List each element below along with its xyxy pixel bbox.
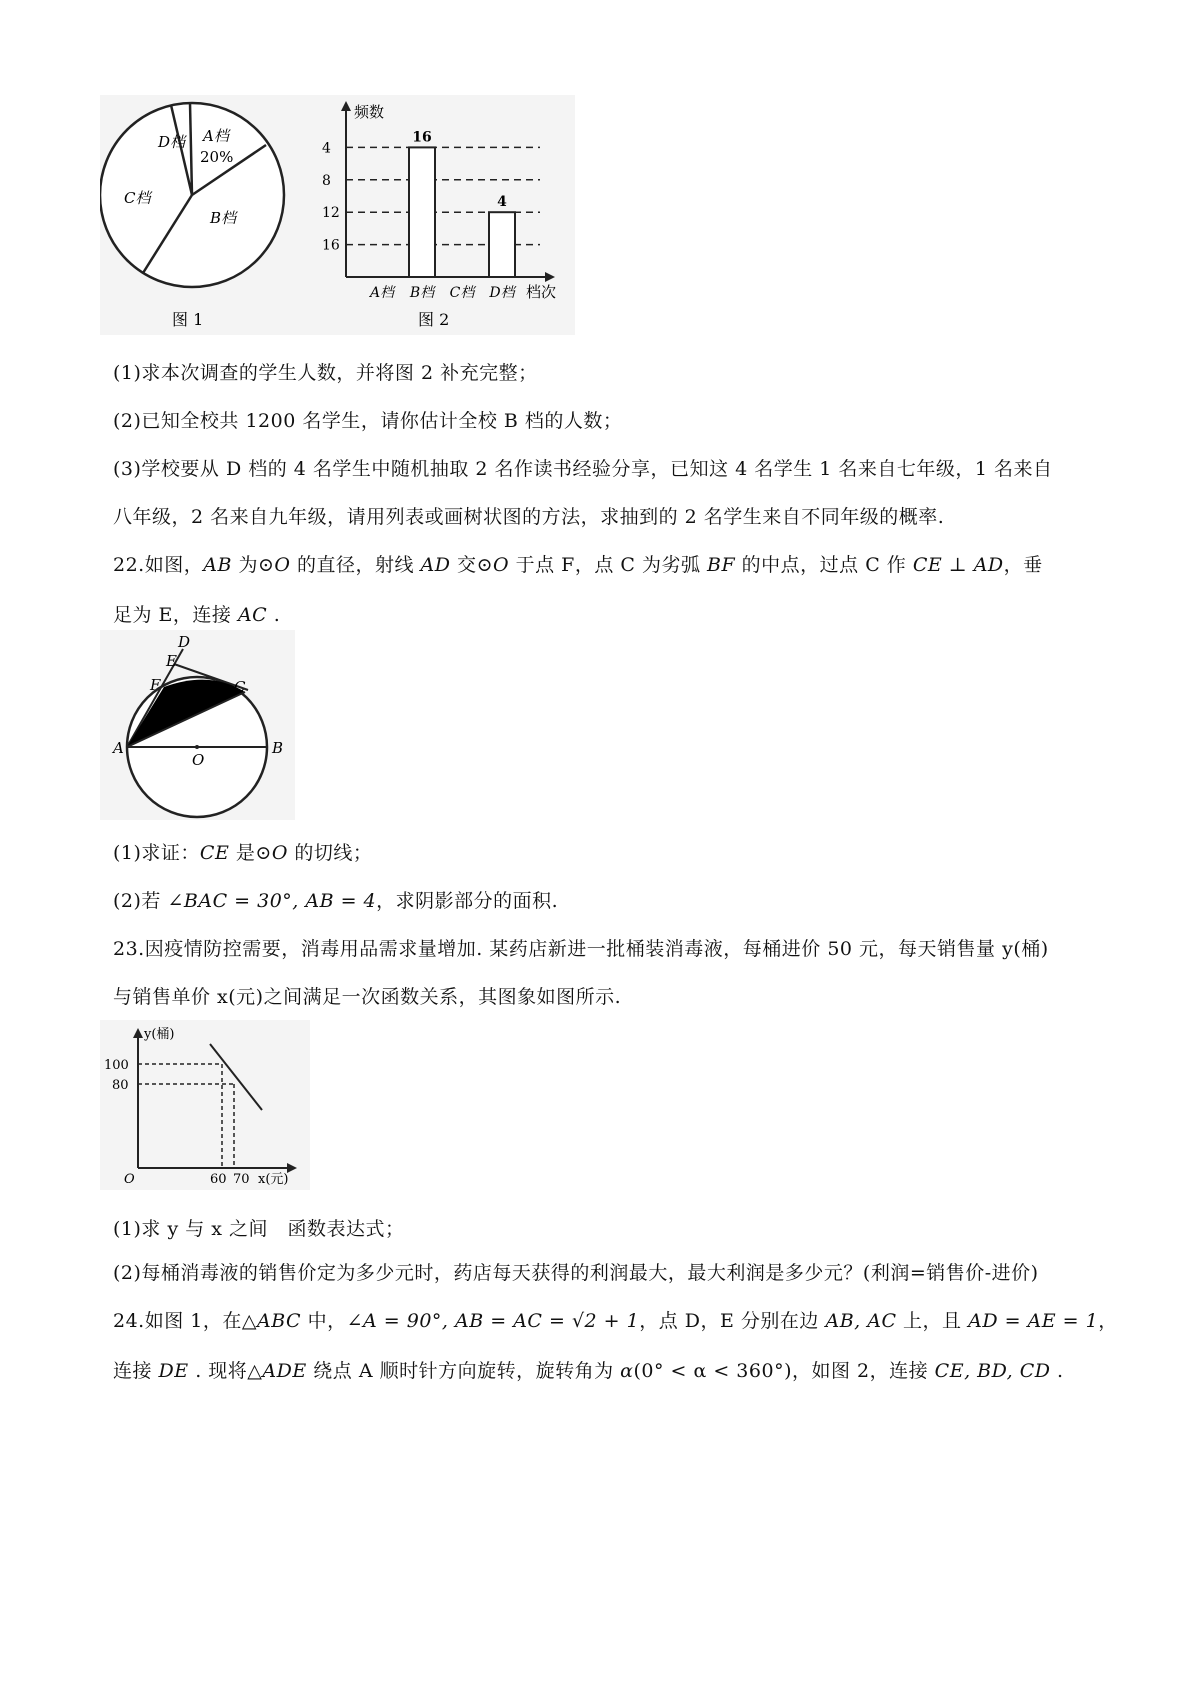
q23-line2: 与销售单价 x(元)之间满足一次函数关系，其图象如图所示. — [113, 986, 622, 1008]
label-c: C — [234, 678, 246, 696]
label-b: B — [272, 739, 284, 757]
label-80: 80 — [112, 1078, 129, 1093]
label-100: 100 — [104, 1058, 129, 1073]
figure-circle-geometry — [100, 630, 295, 820]
pie-label-a-percent: 20% — [200, 148, 234, 166]
q22-part1: (1)求证：CE 是⊙O 的切线； — [113, 842, 373, 864]
triangle-symbol: △ — [241, 1310, 257, 1332]
label-e: E — [166, 652, 177, 670]
q22-line2: 足为 E，连接 AC . — [113, 604, 281, 626]
q21-part3-line1: (3)学校要从 D 档的 4 名学生中随机抽取 2 名作读书经验分享，已知这 4 名学生 1 名来自七年级，1 名来自 — [113, 458, 1053, 480]
label-x: x(元) — [258, 1172, 289, 1187]
q24-line1: 24.如图 1，在△ABC 中，∠A = 90°, AB = AC = √2 + 1，点 D，E 分别在边 AB, AC 上，且 AD = AE = 1， — [113, 1310, 1118, 1332]
x-category-label: C档 — [449, 285, 475, 301]
y-arrow — [133, 1028, 143, 1038]
q21-part3-line2: 八年级，2 名来自九年级，请用列表或画树状图的方法，求抽到的 2 名学生来自不同年级的概率. — [113, 506, 945, 528]
q23-part1: (1)求 y 与 x 之间 函数表达式； — [113, 1218, 405, 1240]
label-y: y(桶) — [144, 1027, 175, 1042]
y-tick-label: 12 — [322, 205, 340, 222]
pie-label-c: C档 — [124, 189, 151, 207]
circle-symbol: ⊙ — [255, 842, 272, 864]
q23-line1: 23.因疫情防控需要，消毒用品需求量增加. 某药店新进一批桶装消毒液，每桶进价 50 元，每天销售量 y(桶) — [113, 938, 1049, 960]
triangle-symbol: △ — [247, 1360, 263, 1382]
bar-data-label: 16 — [412, 129, 432, 146]
label-origin: O — [124, 1172, 135, 1187]
y-tick-label: 4 — [322, 140, 331, 157]
q21-part2: (2)已知全校共 1200 名学生，请你估计全校 B 档的人数； — [113, 410, 623, 432]
pie-label-b: B档 — [210, 209, 237, 227]
bar-chart — [322, 101, 556, 329]
circle-symbol: ⊙ — [476, 554, 493, 576]
figure-pie-bar — [100, 95, 575, 335]
y-tick-label: 16 — [322, 237, 340, 254]
pie-label-a: A档 — [203, 127, 229, 145]
q24-line2: 连接 DE . 现将△ADE 绕点 A 顺时针方向旋转，旋转角为 α(0° < α < 360°)，如图 2，连接 CE, BD, CD . — [113, 1360, 1064, 1382]
label-f: F — [150, 676, 161, 694]
bar-x-arrow — [545, 272, 555, 282]
q22-line1: 22.如图，AB 为⊙O 的直径，射线 AD 交⊙O 于点 F，点 C 为劣弧 BF 的中点，过点 C 作 CE ⊥ AD，垂 — [113, 554, 1043, 576]
q23-part2: (2)每桶消毒液的销售价定为多少元时，药店每天获得的利润最大，最大利润是多少元？(利润=销售价-进价) — [113, 1262, 1039, 1284]
circle-symbol: ⊙ — [257, 554, 275, 576]
x-arrow — [287, 1163, 297, 1173]
figure2-caption: 图 2 — [418, 310, 450, 329]
function-line — [210, 1044, 262, 1110]
bar-data-label: 4 — [497, 194, 507, 211]
label-o: O — [192, 751, 205, 769]
bar — [409, 147, 435, 277]
x-category-label: B档 — [409, 285, 435, 301]
x-category-label: A档 — [369, 285, 395, 301]
y-tick-label: 8 — [322, 172, 331, 189]
label-a: A — [113, 739, 124, 757]
bar-y-arrow — [341, 101, 351, 111]
pie-chart — [100, 103, 284, 329]
label-70: 70 — [233, 1172, 250, 1187]
q22-part2: (2)若 ∠BAC = 30°, AB = 4，求阴影部分的面积. — [113, 890, 559, 912]
bar-x-axis-label: 档次 — [526, 283, 557, 301]
label-d: D — [178, 633, 191, 651]
figure-linear-function — [100, 1020, 310, 1190]
center-o-dot — [195, 745, 199, 749]
pie-label-d: D档 — [158, 133, 186, 151]
x-category-label: D档 — [489, 285, 515, 301]
figure1-caption: 图 1 — [172, 310, 204, 329]
bar-y-label: 频数 — [354, 103, 385, 121]
label-60: 60 — [210, 1172, 227, 1187]
bar — [489, 212, 515, 277]
q21-part1: (1)求本次调查的学生人数，并将图 2 补充完整； — [113, 362, 538, 384]
